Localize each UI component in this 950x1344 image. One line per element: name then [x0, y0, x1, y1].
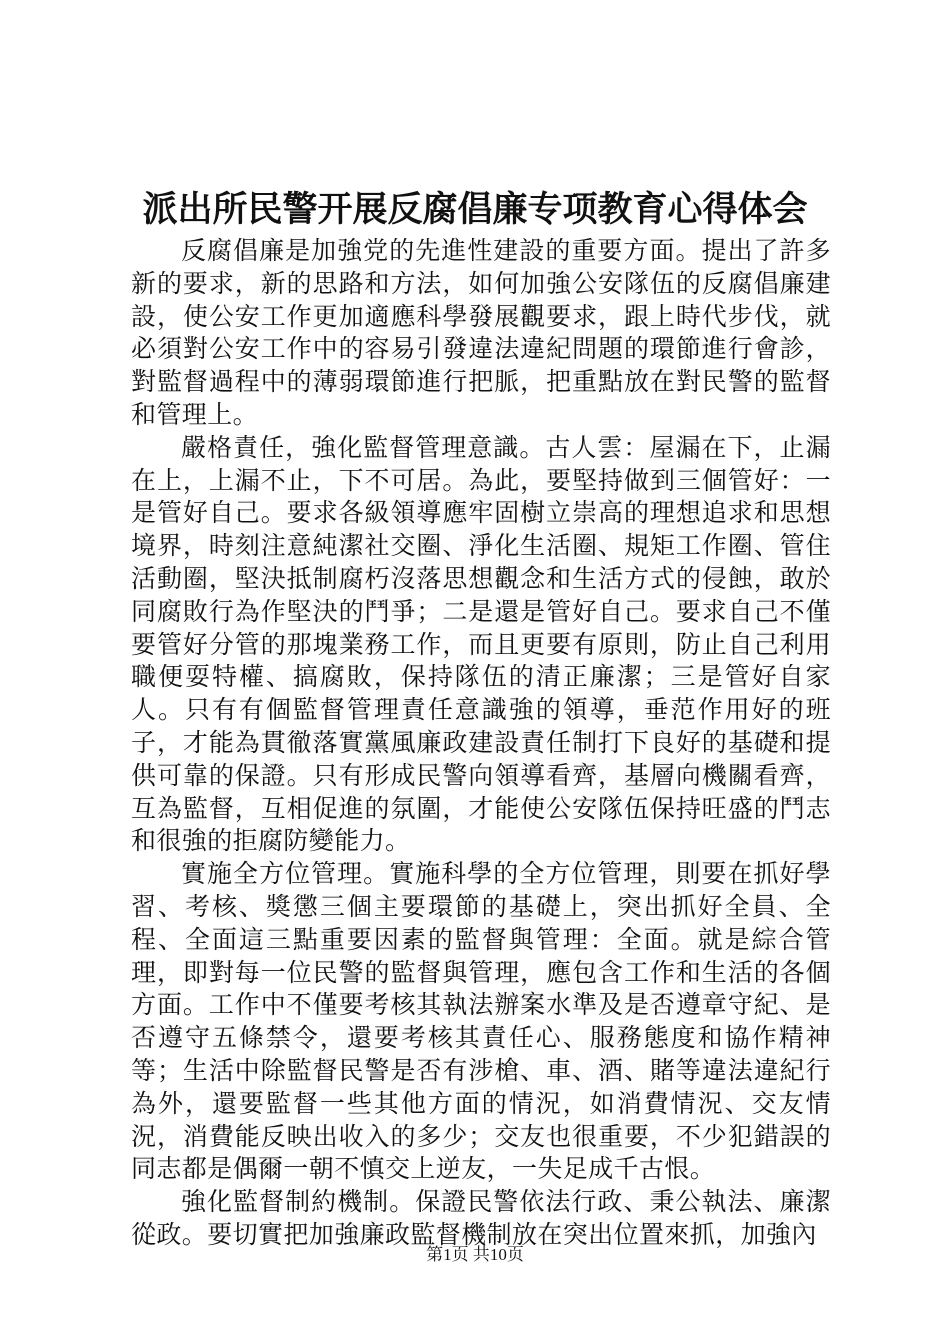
paragraph-1: 反腐倡廉是加強党的先進性建設的重要方面。提出了許多新的要求，新的思路和方法，如何加強公安隊伍的反腐倡廉建設，使公安工作更加適應科學發展觀要求，跟上時代步伐，就必須對公安工作中的容易引發違法違紀問題的環節進行會診，對監督過程中的薄弱環節進行把脈，把重點放在對民警的監督和管理上。 — [131, 236, 831, 429]
document-title: 派出所民警开展反腐倡廉专项教育心得体会 — [142, 189, 808, 230]
document-body — [131, 235, 831, 1252]
paragraph-2: 嚴格責任，強化監督管理意識。古人雲：屋漏在下，止漏在上，上漏不止，下不可居。為此，要堅持做到三個管好：一是管好自己。要求各級領導應牢固樹立崇高的理想追求和思想境界，時刻注意純潔社交圈、淨化生活圈、規矩工作圈、管住活動圈，堅決抵制腐朽沒落思想觀念和生活方式的侵蝕，敢於同腐敗行為作堅決的鬥爭；二是還是管好自己。要求自己不僅要管好分管的那塊業務工作，而且更要有原則，防止自己利用職便耍特權、搞腐敗，保持隊伍的清正廉潔；三是管好自家人。只有有個監督管理責任意識強的領導，垂范作用好的班子，才能為貫徹落實黨風廉政建設責任制打下良好的基礎和提供可靠的保證。只有形成民警向領導看齊，基層向機關看齊，互為監督，互相促進的氛圍，才能使公安隊伍保持旺盛的鬥志和很強的拒腐防變能力。 — [131, 432, 831, 856]
paragraph-4: 強化監督制約機制。保證民警依法行政、秉公執法、廉潔從政。要切實把加強廉政監督機制放在突出位置來抓，加強內 — [131, 1187, 831, 1249]
page-number-footer: 第1页 共10页 — [426, 1245, 524, 1264]
paragraph-3: 實施全方位管理。實施科學的全方位管理，則要在抓好學習、考核、獎懲三個主要環節的基礎上，突出抓好全員、全程、全面這三點重要因素的監督與管理：全面。就是綜合管理，即對每一位民警的監督與管理，應包含工作和生活的各個方面。工作中不僅要考核其執法辦案水準及是否遵章守紀、是否遵守五條禁令，還要考核其責任心、服務態度和協作精神等；生活中除監督民警是否有涉槍、車、酒、賭等違法違紀行為外，還要監督一些其他方面的情況，如消費情況、交友情況，消費能反映出收入的多少；交友也很重要，不少犯錯誤的同志都是偶爾一朝不慎交上逆友，一失足成千古恨。 — [131, 859, 831, 1184]
